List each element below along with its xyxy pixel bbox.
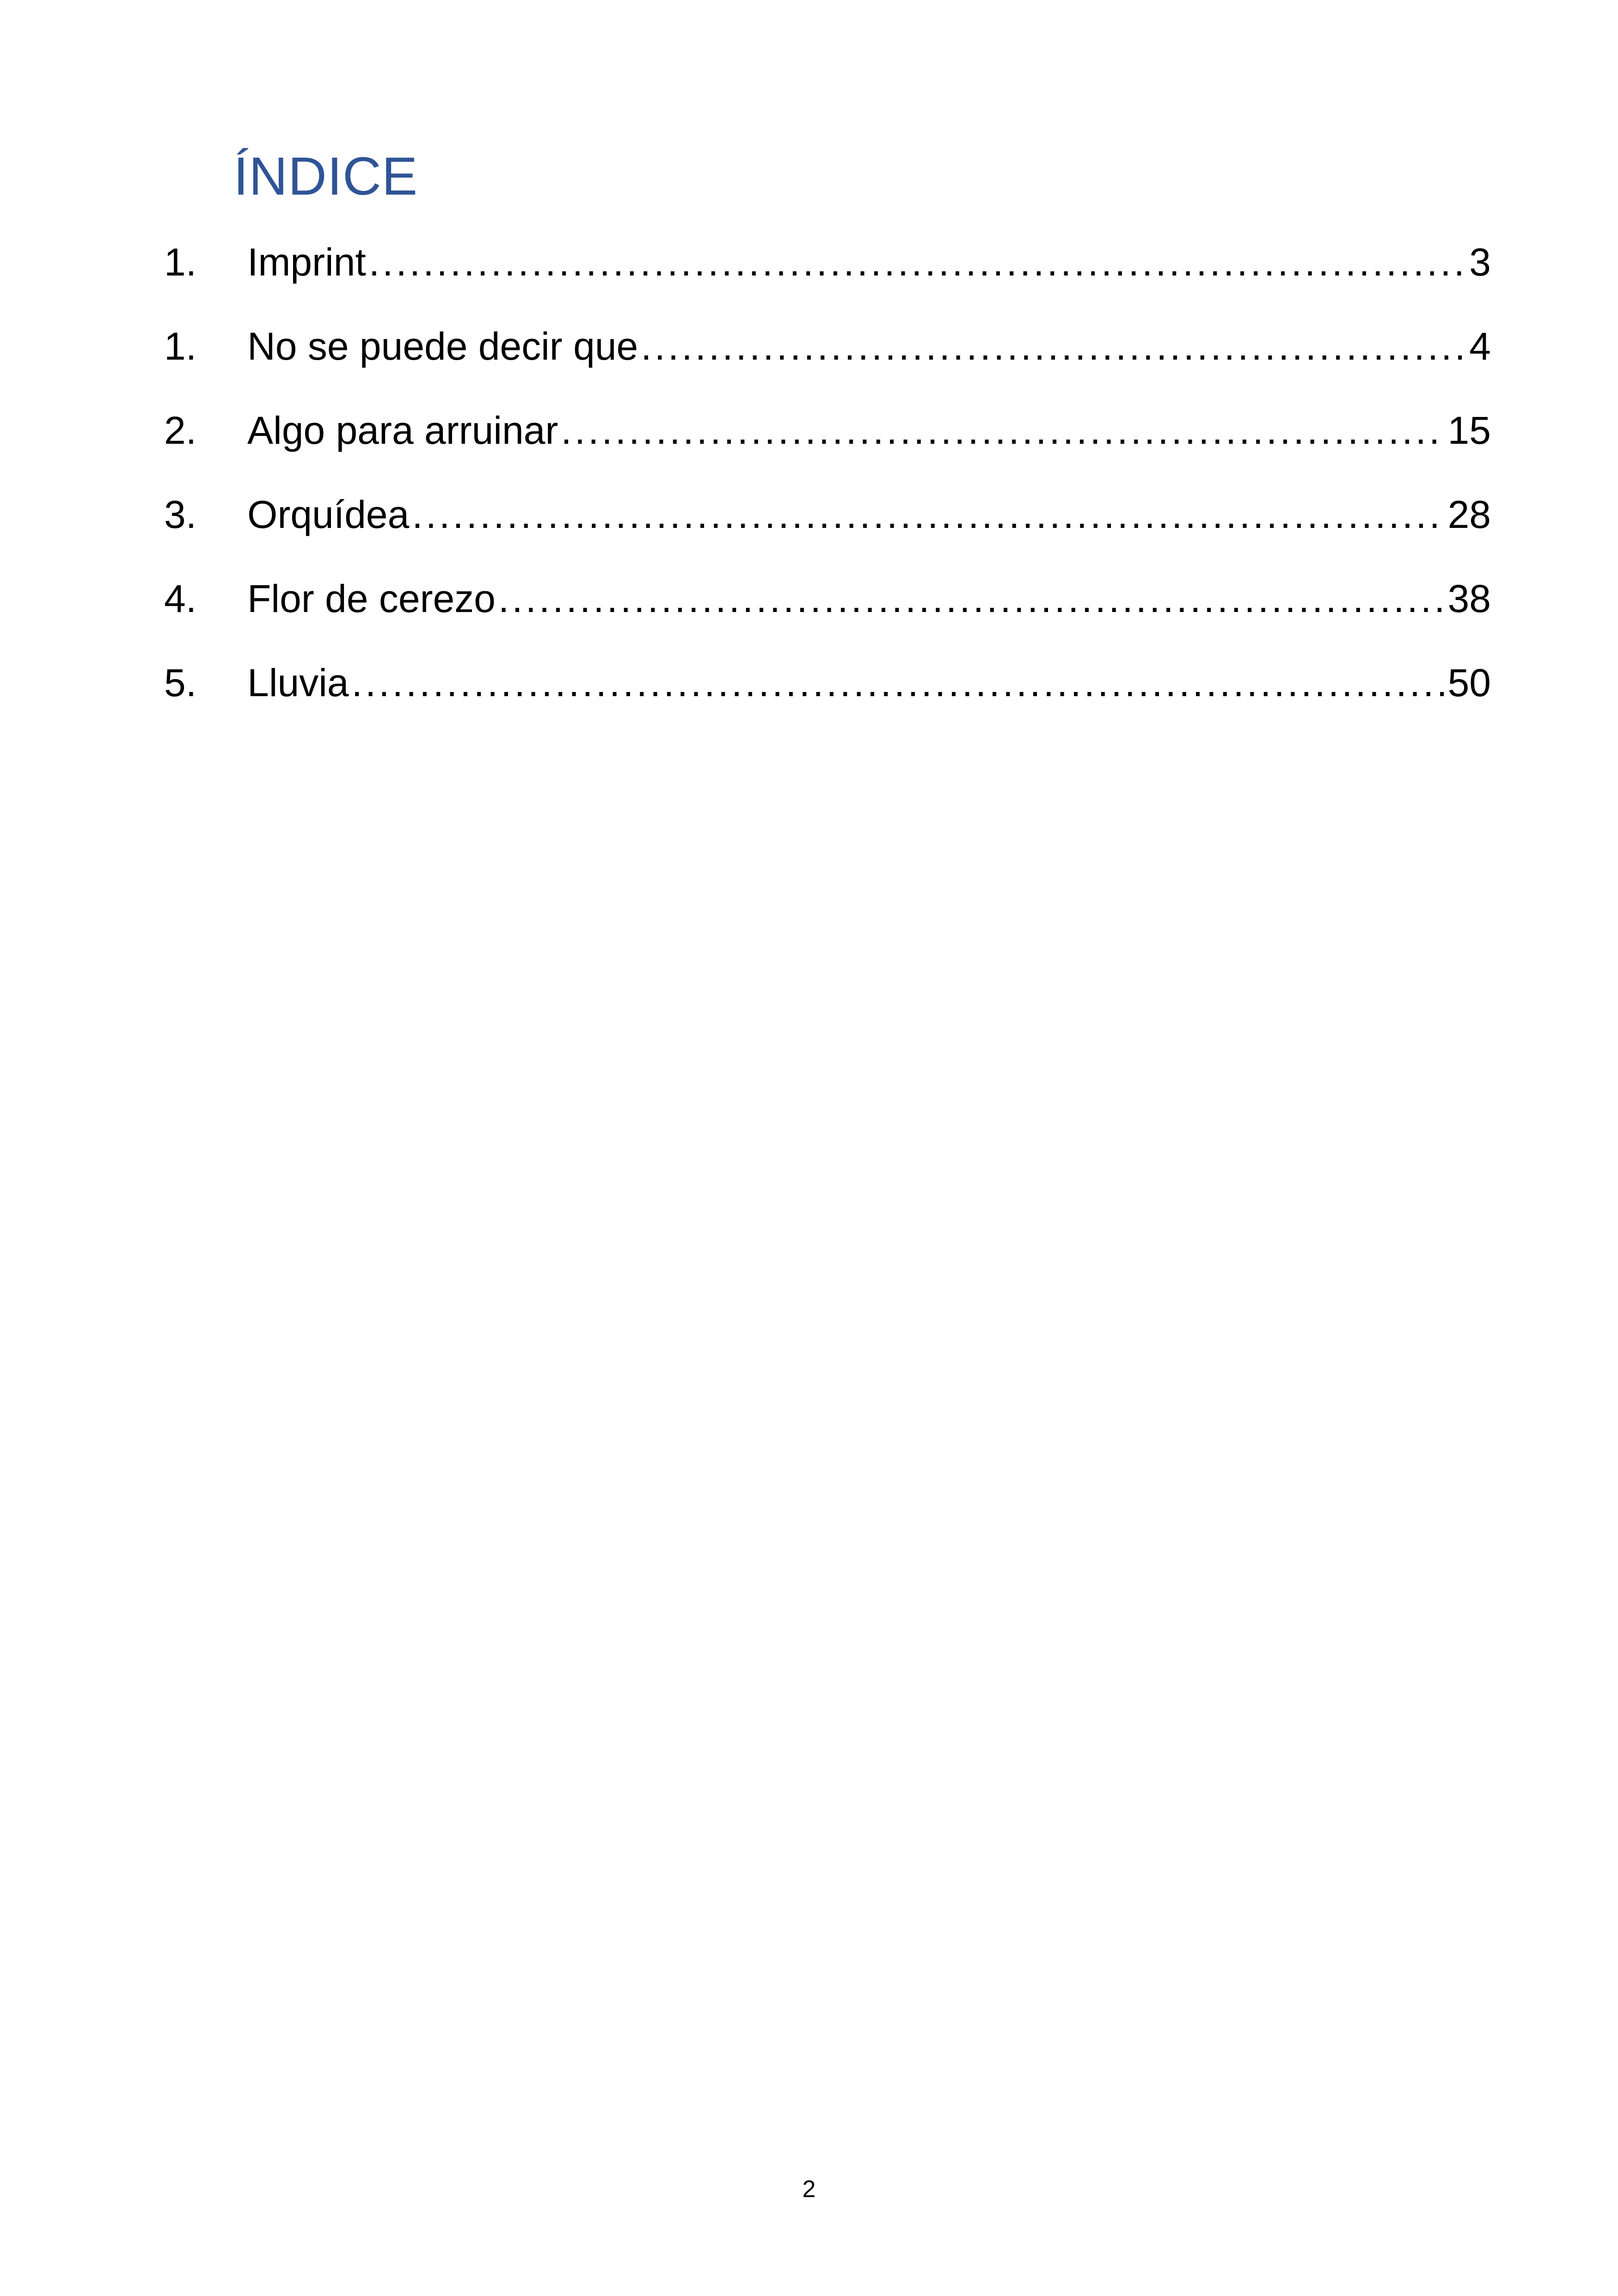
toc-dot-leader: [498, 579, 1445, 618]
toc-entry-number: 1.: [164, 240, 197, 284]
toc-entry-title[interactable]: Imprint: [247, 240, 366, 284]
toc-entry-page[interactable]: 15: [1447, 409, 1491, 452]
toc-entry-algo-para-arruinar[interactable]: [164, 411, 1491, 495]
toc-dot-leader: [561, 411, 1445, 450]
toc-entry-flor-de-cerezo[interactable]: [164, 579, 1491, 663]
toc-dot-leader: [351, 663, 1445, 702]
toc-entry-number: 1.: [164, 325, 197, 368]
toc-dot-leader: [412, 495, 1445, 534]
toc-entry-page[interactable]: 28: [1447, 493, 1491, 536]
toc-entry-number: 5.: [164, 661, 197, 704]
toc-dot-leader: [369, 243, 1467, 282]
toc-entry-number: 3.: [164, 493, 197, 536]
toc-entry-title[interactable]: Algo para arruinar: [247, 409, 558, 452]
toc-entry-no-se-puede-decir-que[interactable]: [164, 327, 1491, 411]
toc-entry-page[interactable]: 50: [1447, 661, 1491, 704]
toc-entry-title[interactable]: Orquídea: [247, 493, 410, 536]
toc-entry-orquidea[interactable]: [164, 495, 1491, 579]
toc-dot-leader: [641, 327, 1466, 366]
page-number: 2: [802, 2176, 816, 2203]
toc-entry-page[interactable]: 38: [1447, 577, 1491, 620]
toc-entry-number: 4.: [164, 577, 197, 620]
toc-entry-title[interactable]: Flor de cerezo: [247, 577, 496, 620]
toc-entry-title[interactable]: Lluvia: [247, 661, 349, 704]
toc-entry-page[interactable]: 4: [1469, 325, 1491, 368]
toc-entry-imprint[interactable]: [164, 240, 1491, 327]
toc-entry-page[interactable]: 3: [1469, 240, 1491, 284]
toc-entry-number: 2.: [164, 409, 197, 452]
toc-heading: ÍNDICE: [233, 146, 418, 206]
toc-entry-title[interactable]: No se puede decir que: [247, 325, 638, 368]
toc-entry-lluvia[interactable]: [164, 663, 1491, 747]
table-of-contents: [164, 240, 1491, 747]
